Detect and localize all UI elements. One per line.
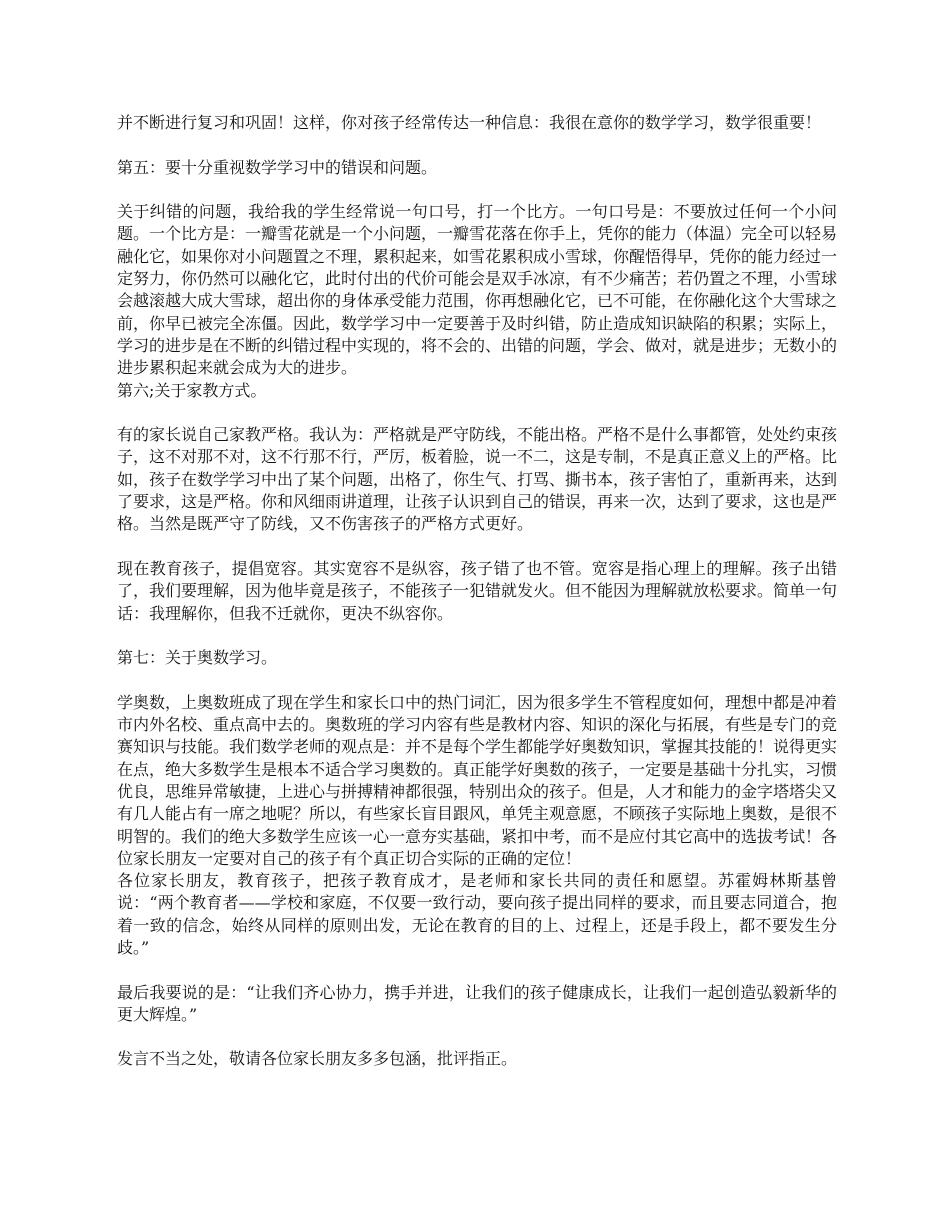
paragraph: 发言不当之处，敬请各位家长朋友多多包涵，批评指正。 [117,1049,518,1069]
paragraph-gap [117,1026,837,1048]
section-heading: 第五：要十分重视数学学习中的错误和问题。 [117,157,438,177]
paragraph: 有的家长说自己家教严格。我认为：严格就是严守防线，不能出格。严格不是什么事都管，处处约束孩子，这不对那不对，这不行那不行，严厉，板着脸，说一不二，这是专制，不是真正意义上的严格。比如，孩子在数学学习中出了某个问题，出格了，你生气、打骂、撕书本，孩子害怕了，重新再来，达到了要求，这是严格。你和风细雨讲道理，让孩子认识到自己的错误，再来一次，达到了要求，这也是严格。当然是既严守了防线，又不伤害孩子的严格方式更好。 [117,425,838,534]
paragraph: 关于纠错的问题，我给我的学生经常说一句口号，打一个比方。一句口号是：不要放过任何一个小问题。一个比方是：一瓣雪花就是一个小问题，一瓣雪花落在你手上，凭你的能力（体温）完全可以轻易融化它，如果你对小问题置之不理，累积起来，如雪花累积成小雪球，你醒悟得早，凭你的能力经过一定努力，你仍然可以融化它，此时付出的代价可能会是双手冰凉，有不少痛苦；若仍置之不理，小雪球会越滚越大成大雪球，超出你的身体承受能力范围，你再想融化它，已不可能，在你融化这个大雪球之前，你早已被完全冻僵。因此，数学学习中一定要善于及时纠错，防止造成知识缺陷的积累；实际上，学习的进步是在不断的纠错过程中实现的，将不会的、出错的问题，学会、做对，就是进步；无数小的进步累积起来就会成为大的进步。 [117,202,838,378]
paragraph-gap [117,134,837,156]
section-heading: 第七：关于奥数学习。 [117,648,278,668]
paragraph: 各位家长朋友，教育孩子，把孩子教育成才，是老师和家长共同的责任和愿望。苏霍姆林斯基曾说：“两个教育者——学校和家庭，不仅要一致行动，要向孩子提出同样的要求，而且要志同道合，抱着一致的信念，始终从同样的原则出发，无论在教育的目的上、过程上，还是手段上，都不要发生分歧。” [117,871,837,957]
paragraph-gap [117,536,837,558]
paragraph-gap [117,179,837,201]
paragraph-gap [117,625,837,647]
paragraph-gap [117,402,837,424]
paragraph-gap [117,669,837,691]
paragraph: 学奥数，上奥数班成了现在学生和家长口中的热门词汇，因为很多学生不管程度如何，理想中都是冲着市内外名校、重点高中去的。奥数班的学习内容有些是教材内容、知识的深化与拓展，有些是专门的竞赛知识与技能。我们数学老师的观点是：并不是每个学生都能学好奥数知识，掌握其技能的！说得更实在点，绝大多数学生是根本不适合学习奥数的。真正能学好奥数的孩子，一定要是基础十分扎实，习惯优良，思维异常敏捷，上进心与拼搏精神都很强，特别出众的孩子。但是，人才和能力的金字塔塔尖又有几人能占有一席之地呢？所以，有些家长盲目跟风，单凭主观意愿，不顾孩子实际地上奥数，是很不明智的。我们的绝大多数学生应该一心一意夯实基础，紧扣中考，而不是应付其它高中的选拔考试！各位家长朋友一定要对自己的孩子有个真正切合实际的正确的定位！ [117,692,838,868]
paragraph-gap [117,959,837,981]
paragraph: 现在教育孩子，提倡宽容。其实宽容不是纵容，孩子错了也不管。宽容是指心理上的理解。孩子出错了，我们要理解，因为他毕竟是孩子，不能孩子一犯错就发火。但不能因为理解就放松要求。简单一句话：我理解你，但我不迁就你，更决不纵容你。 [117,558,838,623]
section-heading: 第六;关于家教方式。 [117,380,267,400]
document-body [117,112,837,1071]
paragraph: 最后我要说的是：“让我们齐心协力，携手并进，让我们的孩子健康成长，让我们一起创造弘毅新华的更大辉煌。” [117,982,837,1024]
paragraph: 并不断进行复习和巩固！这样，你对孩子经常传达一种信息：我很在意你的数学学习，数学很重要！ [117,113,822,132]
